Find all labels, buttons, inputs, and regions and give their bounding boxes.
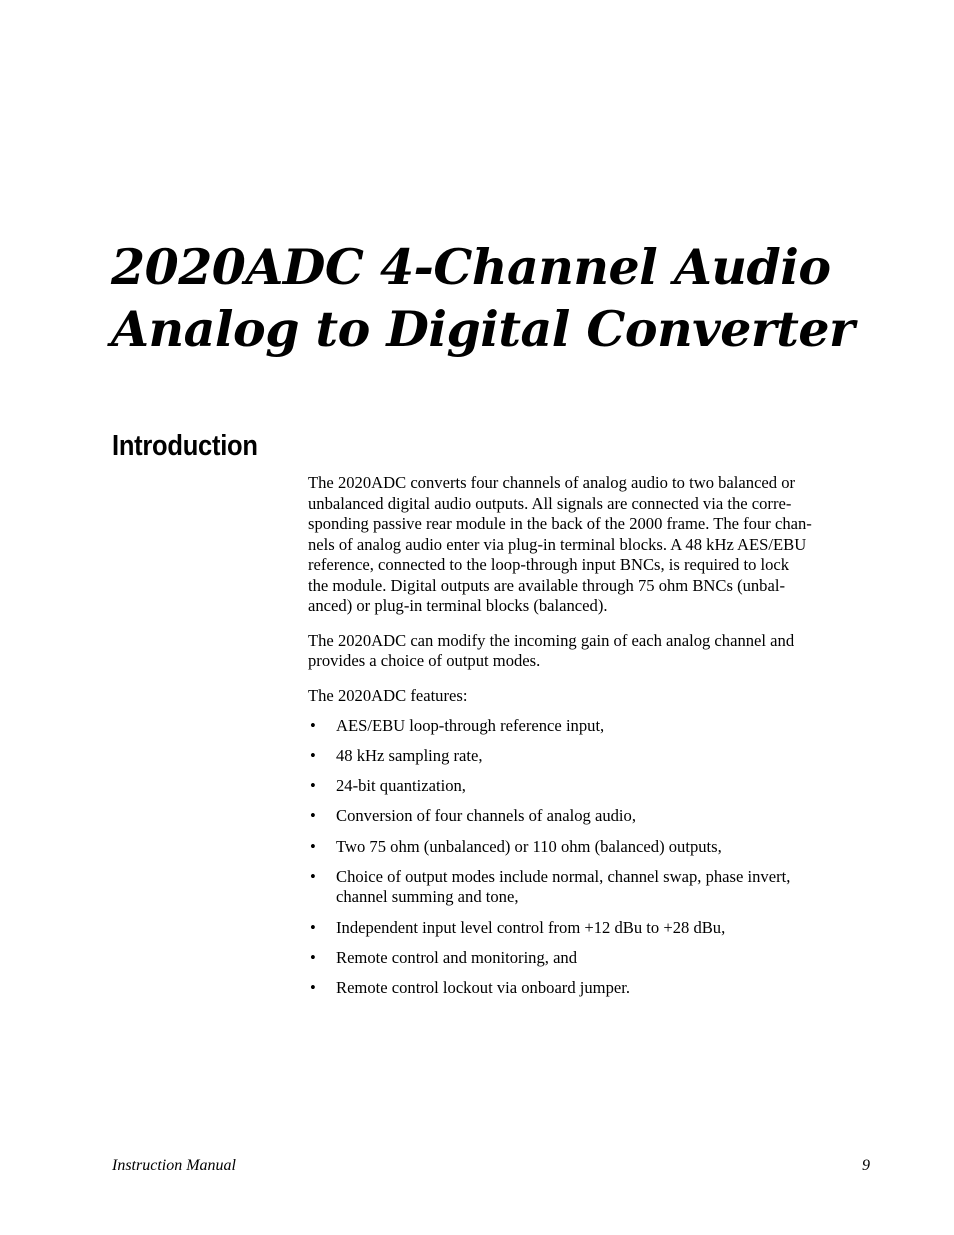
bullet-icon: • xyxy=(310,866,316,886)
paragraph-line: nels of analog audio enter via plug-in terminal blocks. A 48 kHz AES/EBU xyxy=(308,534,807,554)
feature-text: 24-bit quantization, xyxy=(336,776,466,796)
bullet-icon: • xyxy=(310,715,316,735)
bullet-icon: • xyxy=(310,948,316,968)
bullet-icon: • xyxy=(310,776,316,796)
paragraph-line: provides a choice of output modes. xyxy=(308,651,541,670)
feature-text: Remote control lockout via onboard jumper. xyxy=(336,978,631,998)
list-item xyxy=(308,716,874,737)
features-intro: The 2020ADC features: xyxy=(308,685,468,705)
paragraph-line: sponding passive rear module in the back of the 2000 frame. The four chan- xyxy=(308,514,812,533)
feature-text: channel summing and tone, xyxy=(336,887,519,907)
bullet-icon: • xyxy=(310,978,316,998)
feature-text: Two 75 ohm (unbalanced) or 110 ohm (balanced) outputs, xyxy=(336,836,722,856)
feature-text: AES/EBU loop-through reference input, xyxy=(336,715,605,735)
list-item xyxy=(308,978,874,999)
page-title xyxy=(111,236,911,360)
feature-text: Conversion of four channels of analog audio, xyxy=(336,806,636,826)
list-item xyxy=(308,867,874,908)
list-item xyxy=(308,837,874,858)
bullet-icon: • xyxy=(310,745,316,765)
body-text-column xyxy=(308,473,874,1009)
feature-text: Choice of output modes include normal, channel swap, phase invert, xyxy=(336,866,791,886)
paragraph-line: the module. Digital outputs are available through 75 ohm BNCs (unbal- xyxy=(308,575,785,595)
feature-text: Independent input level control from +12 dBu to +28 dBu, xyxy=(336,917,726,937)
footer-page-number: 9 xyxy=(862,1157,870,1174)
page-title-line-2: Analog to Digital Converter xyxy=(111,300,855,358)
paragraph-line: reference, connected to the loop-through input BNCs, is required to lock xyxy=(308,555,790,574)
list-item xyxy=(308,948,874,969)
bullet-icon: • xyxy=(310,836,316,856)
paragraph-line: unbalanced digital audio outputs. All signals are connected via the corre- xyxy=(308,493,792,513)
feature-text: Remote control and monitoring, and xyxy=(336,948,578,968)
list-item xyxy=(308,806,874,827)
paragraph-line: The 2020ADC converts four channels of analog audio to two balanced or xyxy=(308,473,796,492)
footer-manual-label: Instruction Manual xyxy=(112,1157,236,1174)
paragraph-line: anced) or plug-in terminal blocks (balanced). xyxy=(308,596,608,615)
bullet-icon: • xyxy=(310,917,316,937)
gain-paragraph xyxy=(308,631,874,672)
list-item xyxy=(308,746,874,767)
list-item xyxy=(308,776,874,797)
features-list xyxy=(308,716,874,999)
section-heading-introduction: Introduction xyxy=(112,430,258,462)
feature-text: 48 kHz sampling rate, xyxy=(336,745,483,765)
page-title-line-1: 2020ADC 4-Channel Audio xyxy=(111,238,831,296)
bullet-icon: • xyxy=(310,806,316,826)
paragraph-line: The 2020ADC can modify the incoming gain of each analog channel and xyxy=(308,630,795,650)
intro-paragraph xyxy=(308,473,874,617)
list-item xyxy=(308,918,874,939)
